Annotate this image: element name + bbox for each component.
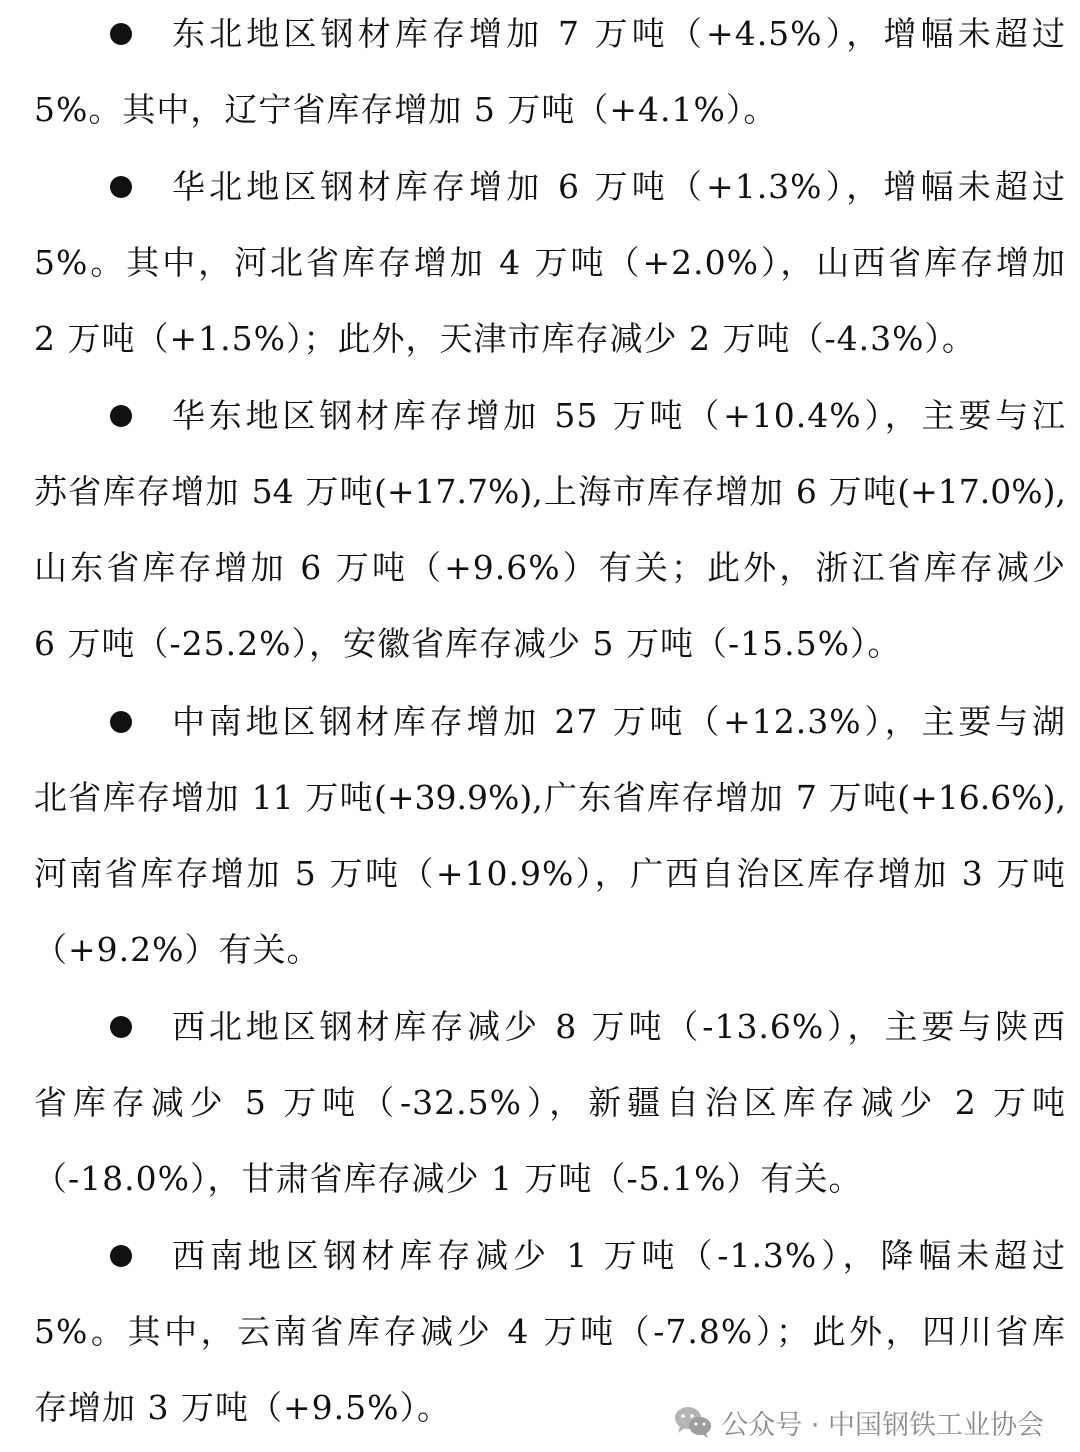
bullet-icon bbox=[110, 1016, 132, 1038]
paragraph-4-line-3: 河南省库存增加 5 万吨（+10.9%），广西自治区库存增加 3 万吨 bbox=[34, 854, 1066, 893]
bullet-icon bbox=[110, 1245, 132, 1267]
paragraph-6-line-3: 存增加 3 万吨（+9.5%）。 bbox=[34, 1388, 451, 1427]
paragraph-4-line-4: （+9.2%）有关。 bbox=[34, 930, 321, 969]
bullet-icon bbox=[110, 711, 132, 733]
paragraph-6-line-2: 5%。其中，云南省库存减少 4 万吨（-7.8%）；此外，四川省库 bbox=[34, 1312, 1066, 1351]
paragraph-5-line-1: 西北地区钢材库存减少 8 万吨（-13.6%），主要与陕西 bbox=[172, 1007, 1066, 1046]
paragraph-5-line-2: 省库存减少 5 万吨（-32.5%），新疆自治区库存减少 2 万吨 bbox=[34, 1083, 1066, 1122]
paragraph-1-line-1: 东北地区钢材库存增加 7 万吨（+4.5%），增幅未超过 bbox=[172, 14, 1066, 53]
paragraph-3-line-3: 山东省库存增加 6 万吨（+9.6%）有关；此外，浙江省库存减少 bbox=[34, 548, 1066, 587]
watermark bbox=[667, 1402, 1044, 1442]
paragraph-6-line-1: 西南地区钢材库存减少 1 万吨（-1.3%），降幅未超过 bbox=[172, 1236, 1066, 1275]
paragraph-3-line-4: 6 万吨（-25.2%），安徽省库存减少 5 万吨（-15.5%）。 bbox=[34, 624, 902, 663]
paragraph-3-line-1: 华东地区钢材库存增加 55 万吨（+10.4%），主要与江 bbox=[172, 396, 1066, 435]
paragraph-4-line-1: 中南地区钢材库存增加 27 万吨（+12.3%），主要与湖 bbox=[172, 702, 1066, 741]
paragraph-5-line-3: （-18.0%），甘肃省库存减少 1 万吨（-5.1%）有关。 bbox=[34, 1159, 863, 1198]
bullet-icon bbox=[110, 23, 132, 45]
watermark-text: 公众号 · 中国钢铁工业协会 bbox=[721, 1409, 1044, 1441]
paragraph-1-line-2: 5%。其中，辽宁省库存增加 5 万吨（+4.1%）。 bbox=[34, 90, 778, 129]
paragraph-4-line-2: 北省库存增加 11 万吨(+39.9%),广东省库存增加 7 万吨(+16.6%), bbox=[34, 778, 1066, 817]
bullet-icon bbox=[110, 176, 132, 198]
paragraph-2-line-2: 5%。其中，河北省库存增加 4 万吨（+2.0%），山西省库存增加 bbox=[34, 243, 1066, 282]
wechat-icon bbox=[673, 1404, 713, 1440]
paragraph-2-line-1: 华北地区钢材库存增加 6 万吨（+1.3%），增幅未超过 bbox=[172, 167, 1066, 206]
paragraph-3-line-2: 苏省库存增加 54 万吨(+17.7%),上海市库存增加 6 万吨(+17.0%), bbox=[34, 472, 1066, 511]
bullet-icon bbox=[110, 405, 132, 427]
paragraph-2-line-3: 2 万吨（+1.5%）；此外，天津市库存减少 2 万吨（-4.3%）。 bbox=[34, 319, 976, 358]
